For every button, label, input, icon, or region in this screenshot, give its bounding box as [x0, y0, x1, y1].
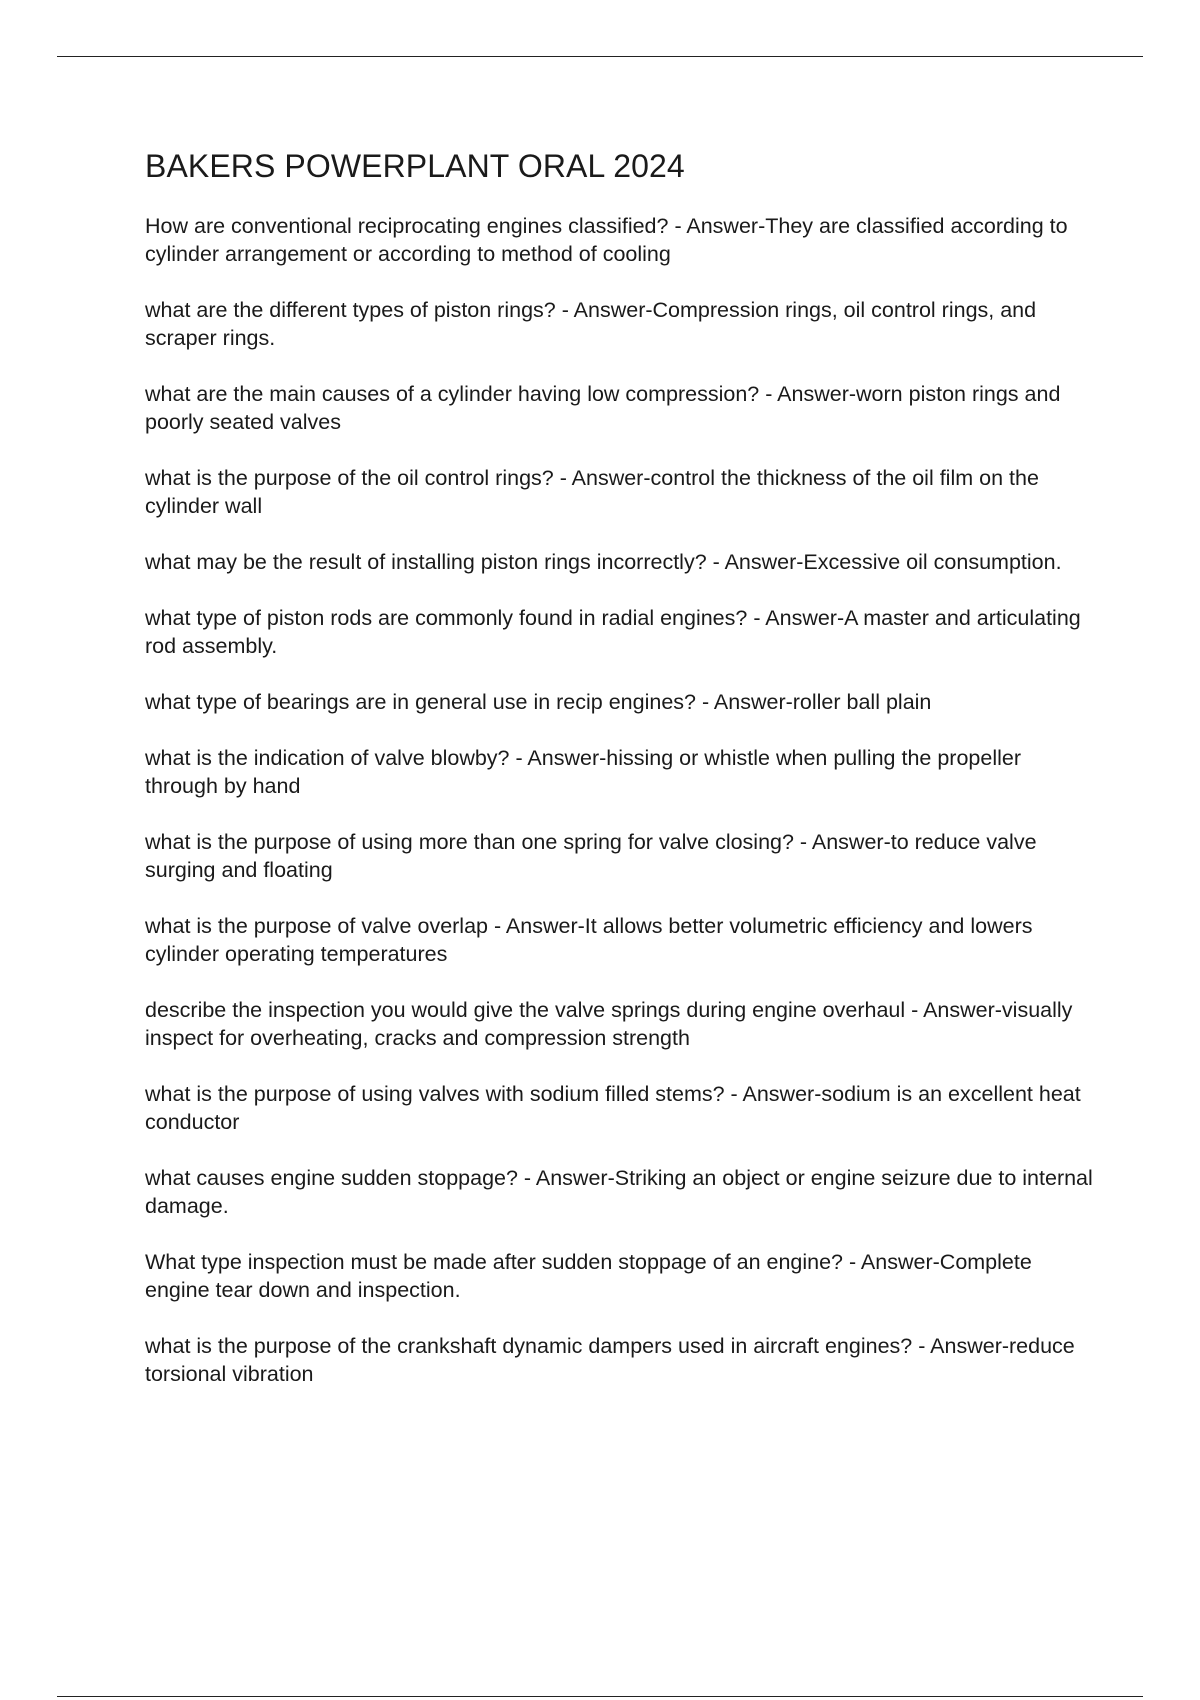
qa-item: what is the purpose of using valves with sodium filled stems? - Answer-sodium is an excellent heat conductor [145, 1082, 1081, 1134]
top-rule [57, 56, 1143, 57]
qa-item: How are conventional reciprocating engines classified? - Answer-They are classified according to cylinder arrangement or according to method of cooling [145, 214, 1068, 266]
bottom-rule [57, 1696, 1143, 1697]
qa-item: what is the purpose of the crankshaft dynamic dampers used in aircraft engines? - Answer-reduce torsional vibration [145, 1334, 1075, 1386]
qa-item: what are the different types of piston rings? - Answer-Compression rings, oil control rings, and scraper rings. [145, 298, 1037, 350]
qa-item: what is the purpose of the oil control rings? - Answer-control the thickness of the oil film on the cylinder wall [145, 466, 1039, 518]
qa-item: What type inspection must be made after sudden stoppage of an engine? - Answer-Complete engine tear down and inspection. [145, 1250, 1032, 1302]
qa-item: what causes engine sudden stoppage? - Answer-Striking an object or engine seizure due to internal damage. [145, 1166, 1093, 1218]
qa-item: what type of piston rods are commonly found in radial engines? - Answer-A master and articulating rod assembly. [145, 606, 1081, 658]
qa-item: what may be the result of installing piston rings incorrectly? - Answer-Excessive oil consumption. [145, 550, 1062, 574]
qa-item: what type of bearings are in general use in recip engines? - Answer-roller ball plain [145, 690, 932, 714]
qa-item: describe the inspection you would give the valve springs during engine overhaul - Answer-visually inspect for overheating, cracks and compression strength [145, 998, 1073, 1050]
qa-item: what is the indication of valve blowby? - Answer-hissing or whistle when pulling the propeller through by hand [145, 746, 1021, 798]
document-title: BAKERS POWERPLANT ORAL 2024 [145, 148, 685, 184]
qa-item: what is the purpose of using more than one spring for valve closing? - Answer-to reduce valve surging and floating [145, 830, 1037, 882]
qa-item: what is the purpose of valve overlap - Answer-It allows better volumetric efficiency and lowers cylinder operating temperatures [145, 914, 1033, 966]
document-body [145, 146, 1095, 1416]
qa-item: what are the main causes of a cylinder having low compression? - Answer-worn piston rings and poorly seated valves [145, 382, 1061, 434]
